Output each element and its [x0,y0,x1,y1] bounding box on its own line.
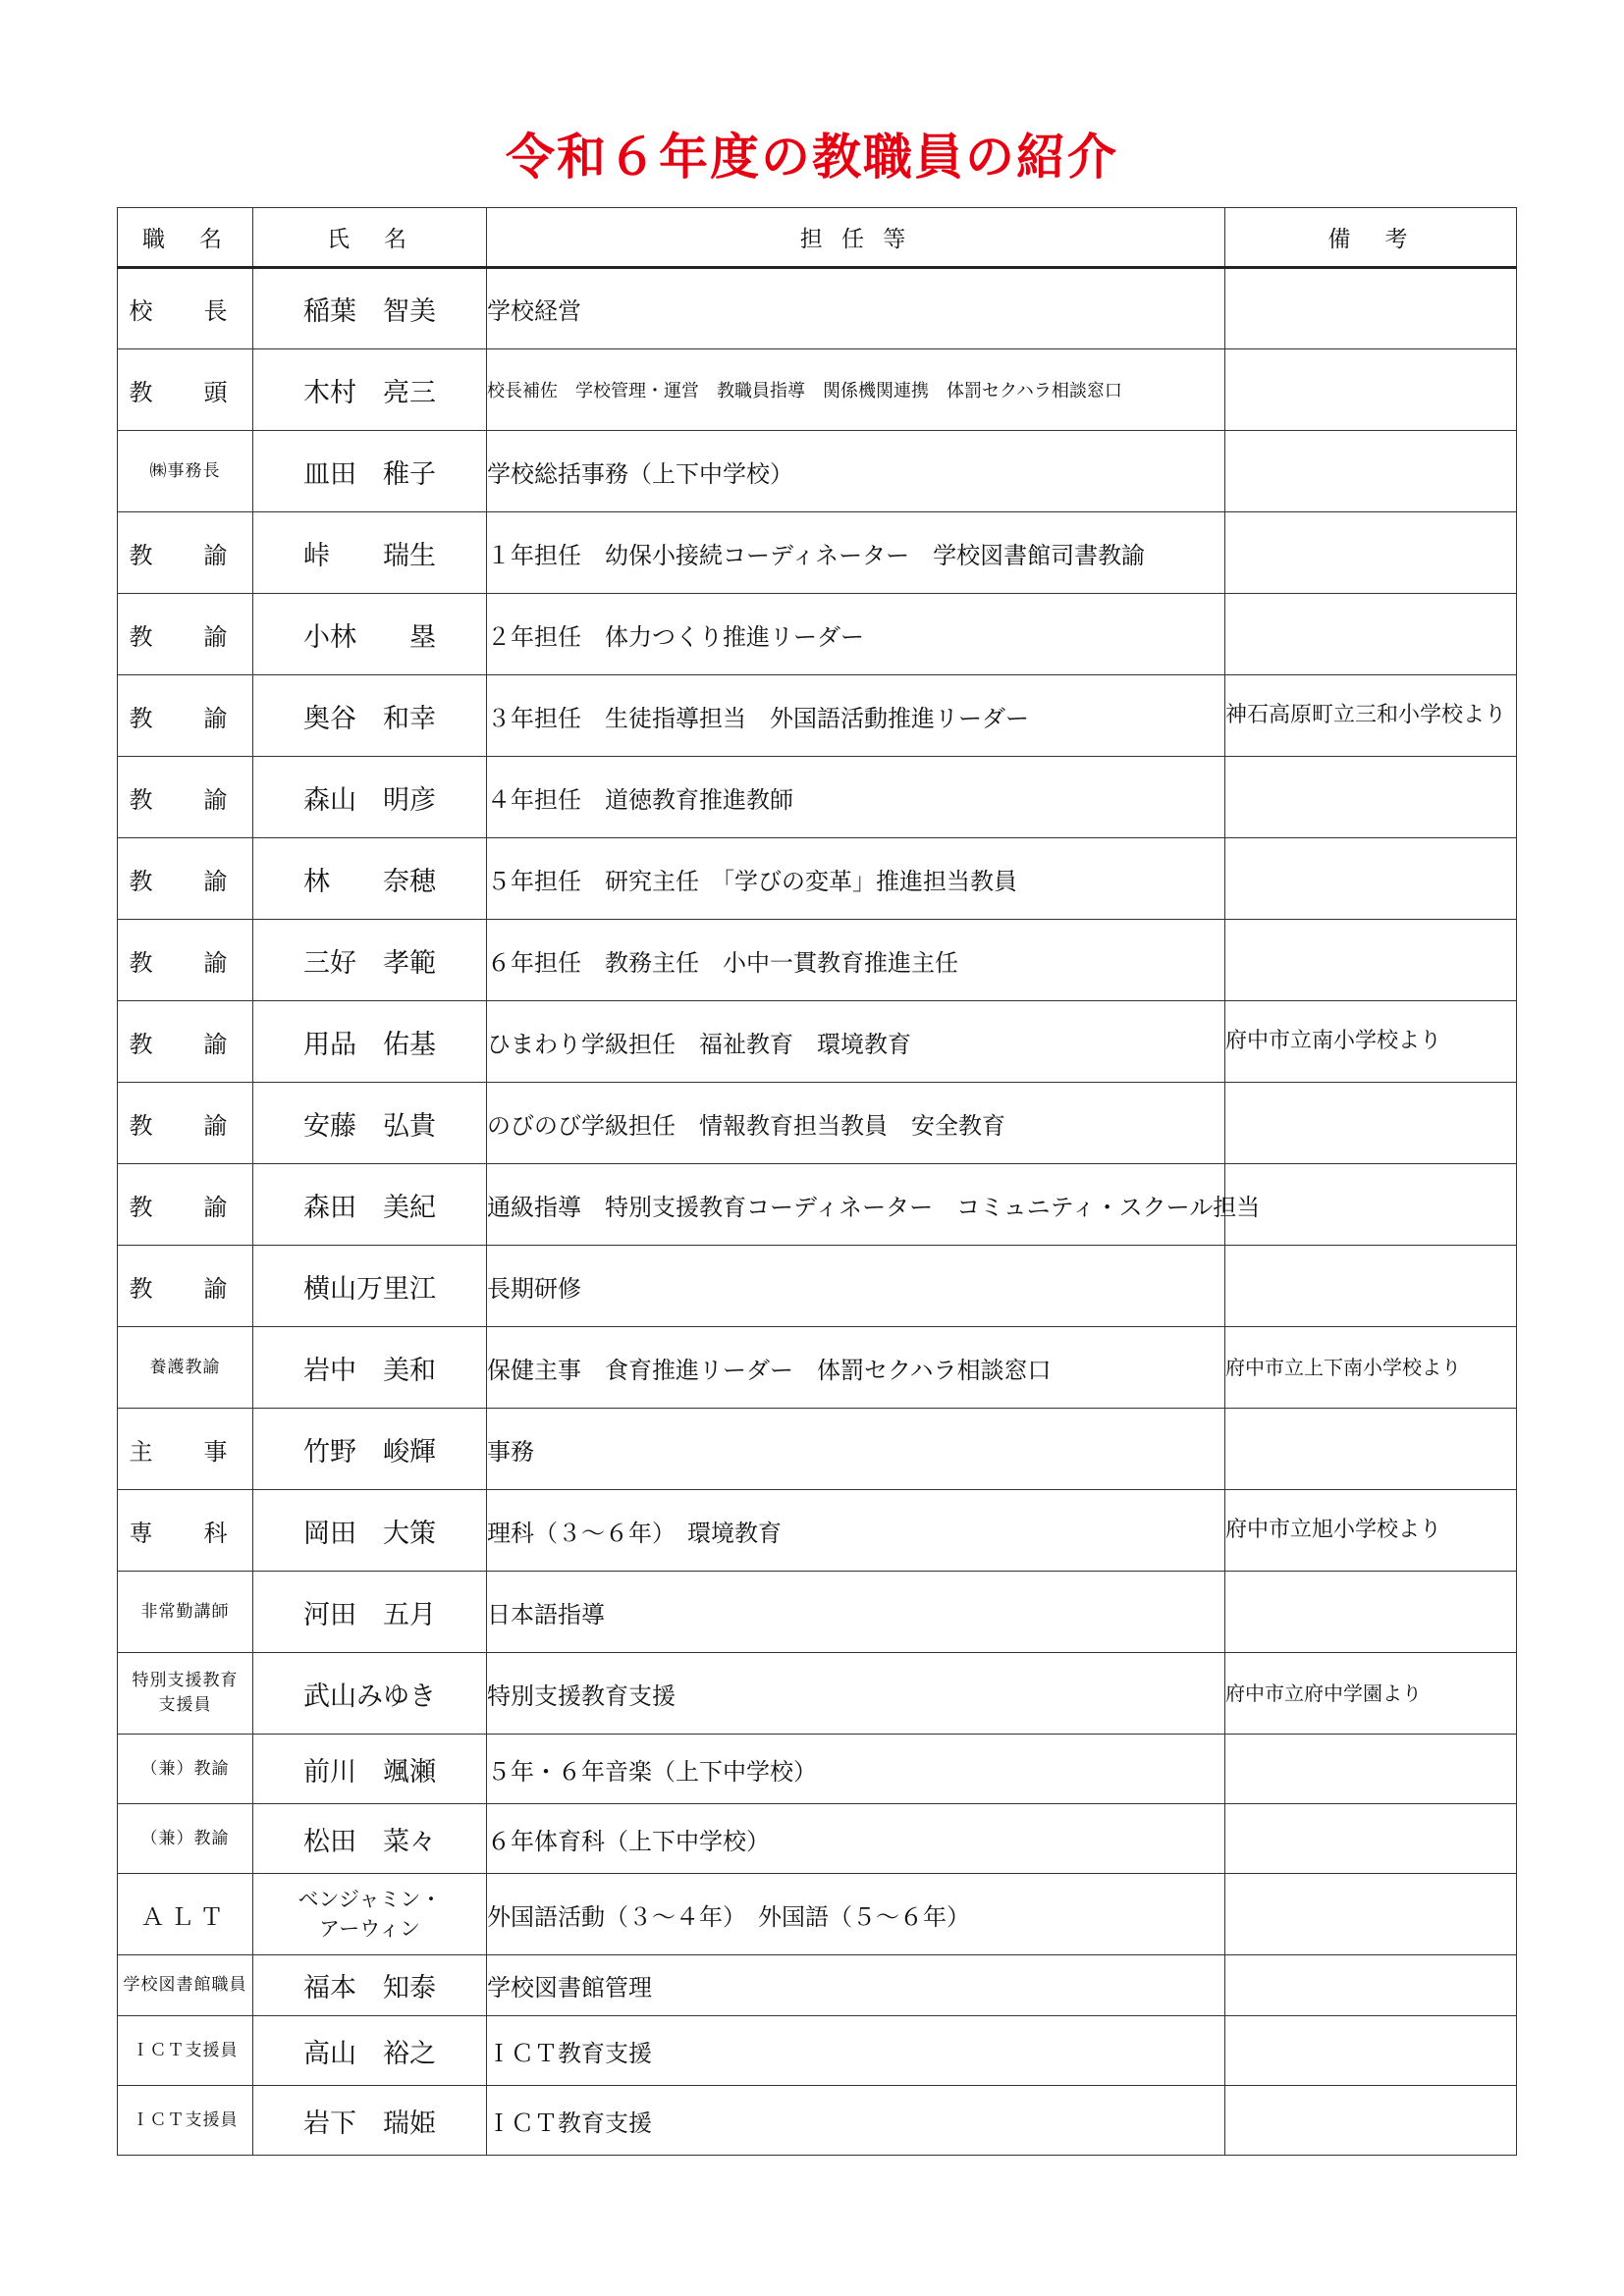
name-cell: 森山 明彦 [253,757,487,838]
name-cell: 岡田 大策 [253,1490,487,1572]
role-cell: ＩＣＴ支援員 [118,2016,253,2086]
duty-cell: 長期研修 [487,1246,1225,1327]
table-row [118,512,1517,594]
name-cell: 前川 颯瀬 [253,1735,487,1804]
duty-cell: ２年担任 体力つくり推進リーダー [487,594,1225,675]
name-cell: 三好 孝範 [253,920,487,1001]
table-row [118,349,1517,431]
name-cell: 森田 美紀 [253,1164,487,1246]
duty-cell: 通級指導 特別支援教育コーディネーター コミュニティ・スクール担当 [487,1164,1225,1246]
role-cell: ＩＣＴ支援員 [118,2086,253,2156]
note-cell [1225,1409,1517,1490]
table-row [118,757,1517,838]
role-cell: 教 諭 [118,1246,253,1327]
name-cell: 林 奈穂 [253,838,487,920]
note-cell [1225,1804,1517,1874]
role-cell: 主 事 [118,1409,253,1490]
note-cell: 府中市立旭小学校より [1225,1490,1517,1572]
duty-cell: ひまわり学級担任 福祉教育 環境教育 [487,1001,1225,1083]
duty-cell: ４年担任 道徳教育推進教師 [487,757,1225,838]
name-cell: 福本 知泰 [253,1955,487,2016]
staff-table [117,207,1517,2156]
name-cell: 竹野 峻輝 [253,1409,487,1490]
duty-cell: 特別支援教育支援 [487,1653,1225,1735]
note-cell [1225,1735,1517,1804]
table-row [118,1001,1517,1083]
note-cell: 府中市立府中学園より [1225,1653,1517,1735]
name-cell: 用品 佑基 [253,1001,487,1083]
name-cell: 奥谷 和幸 [253,675,487,757]
name-cell: 横山万里江 [253,1246,487,1327]
table-header-row [118,208,1517,268]
duty-cell: 校長補佐 学校管理・運営 教職員指導 関係機関連携 体罰セクハラ相談窓口 [487,349,1225,431]
role-cell: 教 諭 [118,1083,253,1164]
name-cell: 河田 五月 [253,1572,487,1653]
note-cell [1225,2016,1517,2086]
role-cell: 非常勤講師 [118,1572,253,1653]
name-cell: 皿田 稚子 [253,431,487,512]
duty-cell: ＩＣＴ教育支援 [487,2016,1225,2086]
role-cell: （兼）教諭 [118,1735,253,1804]
name-cell: 高山 裕之 [253,2016,487,2086]
name-cell: 岩下 瑞姫 [253,2086,487,2156]
header-note: 備 考 [1225,208,1517,268]
table-row [118,1653,1517,1735]
name-cell: 小林 塁 [253,594,487,675]
note-cell [1225,1083,1517,1164]
role-cell: 学校図書館職員 [118,1955,253,2016]
note-cell [1225,512,1517,594]
table-row [118,1955,1517,2016]
role-cell: 教 諭 [118,920,253,1001]
duty-cell: ５年・６年音楽（上下中学校） [487,1735,1225,1804]
note-cell: 神石高原町立三和小学校より [1225,675,1517,757]
note-cell [1225,920,1517,1001]
name-cell: 松田 菜々 [253,1804,487,1874]
role-cell: 教 諭 [118,1001,253,1083]
table-row [118,1572,1517,1653]
table-row [118,838,1517,920]
duty-cell: １年担任 幼保小接続コーディネーター 学校図書館司書教諭 [487,512,1225,594]
table-row [118,2016,1517,2086]
duty-cell: 外国語活動（３～４年） 外国語（５～６年） [487,1874,1225,1955]
note-cell [1225,349,1517,431]
duty-cell: ６年担任 教務主任 小中一貫教育推進主任 [487,920,1225,1001]
duty-cell: ６年体育科（上下中学校） [487,1804,1225,1874]
role-cell: 教 頭 [118,349,253,431]
note-cell [1225,268,1517,349]
role-cell: 教 諭 [118,594,253,675]
name-cell: 武山みゆき [253,1653,487,1735]
name-cell: 岩中 美和 [253,1327,487,1409]
note-cell [1225,2086,1517,2156]
role-cell: 教 諭 [118,757,253,838]
table-row [118,1874,1517,1955]
duty-cell: 事務 [487,1409,1225,1490]
role-cell: 校 長 [118,268,253,349]
note-cell: 府中市立上下南小学校より [1225,1327,1517,1409]
table-row [118,1804,1517,1874]
duty-cell: 学校経営 [487,268,1225,349]
duty-cell: ３年担任 生徒指導担当 外国語活動推進リーダー [487,675,1225,757]
role-cell: （兼）教諭 [118,1804,253,1874]
note-cell [1225,1164,1517,1246]
duty-cell: ５年担任 研究主任 「学びの変革」推進担当教員 [487,838,1225,920]
note-cell: 府中市立南小学校より [1225,1001,1517,1083]
note-cell [1225,838,1517,920]
name-cell: 峠 瑞生 [253,512,487,594]
table-row [118,594,1517,675]
name-cell: 安藤 弘貴 [253,1083,487,1164]
table-row [118,268,1517,349]
role-cell: 教 諭 [118,675,253,757]
header-duty: 担 任 等 [487,208,1225,268]
table-row [118,1246,1517,1327]
header-role: 職 名 [118,208,253,268]
duty-cell: のびのび学級担任 情報教育担当教員 安全教育 [487,1083,1225,1164]
note-cell [1225,431,1517,512]
note-cell [1225,1874,1517,1955]
duty-cell: 理科（３～６年） 環境教育 [487,1490,1225,1572]
duty-cell: 学校総括事務（上下中学校） [487,431,1225,512]
table-row [118,431,1517,512]
duty-cell: 学校図書館管理 [487,1955,1225,2016]
table-row [118,1490,1517,1572]
role-cell: 教 諭 [118,1164,253,1246]
role-cell: 専 科 [118,1490,253,1572]
table-row [118,1735,1517,1804]
role-cell: 特別支援教育 支援員 [118,1653,253,1735]
role-cell: 養護教諭 [118,1327,253,1409]
role-cell: ㈱事務長 [118,431,253,512]
name-cell: ベンジャミン・ アーウィン [253,1874,487,1955]
table-row [118,2086,1517,2156]
table-row [118,675,1517,757]
role-cell: ＡＬＴ [118,1874,253,1955]
header-name: 氏 名 [253,208,487,268]
note-cell [1225,1955,1517,2016]
table-row [118,1164,1517,1246]
note-cell [1225,1246,1517,1327]
duty-cell: 日本語指導 [487,1572,1225,1653]
note-cell [1225,594,1517,675]
page-title: 令和６年度の教職員の紹介 [506,129,1118,186]
duty-cell: 保健主事 食育推進リーダー 体罰セクハラ相談窓口 [487,1327,1225,1409]
table-row [118,1327,1517,1409]
name-cell: 稲葉 智美 [253,268,487,349]
role-cell: 教 諭 [118,512,253,594]
table-row [118,920,1517,1001]
role-cell: 教 諭 [118,838,253,920]
note-cell [1225,757,1517,838]
duty-cell: ＩＣＴ教育支援 [487,2086,1225,2156]
note-cell [1225,1572,1517,1653]
table-row [118,1083,1517,1164]
name-cell: 木村 亮三 [253,349,487,431]
table-row [118,1409,1517,1490]
